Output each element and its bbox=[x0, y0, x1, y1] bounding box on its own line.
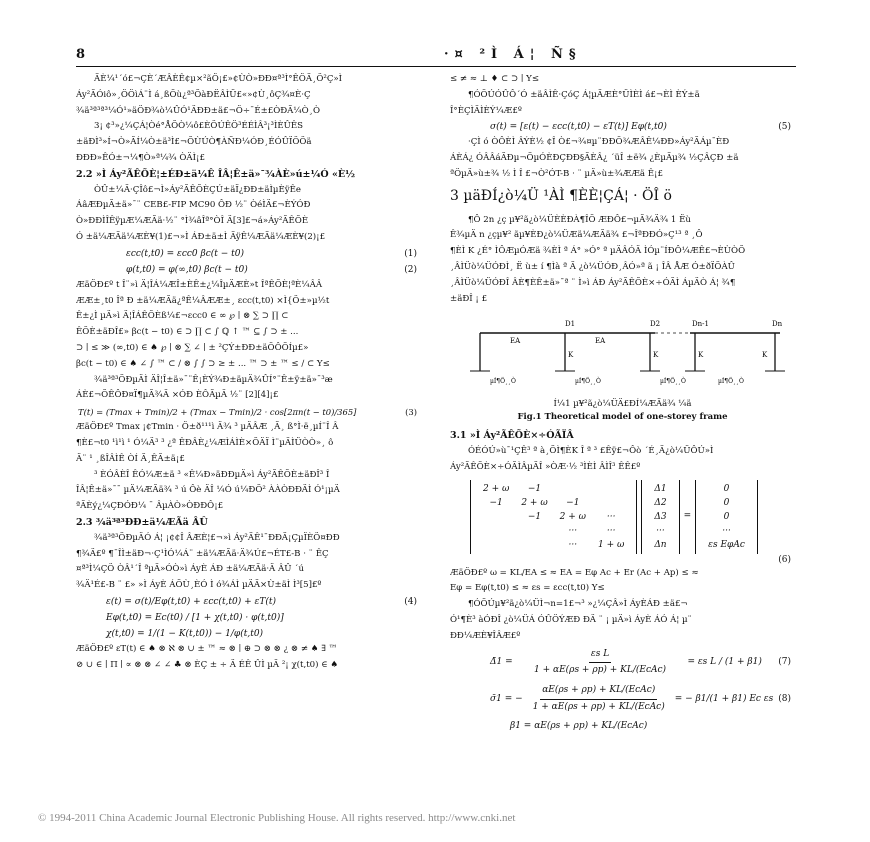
dim-label: µÍ¶Ö¸¸Ò bbox=[490, 378, 516, 386]
equation-body: ε(t) = σ(t)/Eφ(t,t0) + εcc(t,t0) + εT(t) bbox=[106, 596, 277, 607]
para-rb bbox=[450, 135, 795, 182]
text-line: Ê±¿Ì µÄ»ì Ä¦ÎÁÊÕÈß¼£¬εcc0 ∈ ∞ ℘ ∣ ⊗ ∑ ⊃ ∏ ⊂ bbox=[76, 311, 289, 322]
equation-body: εcc(t,t0) = εcc0 βc(t − t0) bbox=[126, 248, 245, 259]
equation-4c bbox=[76, 626, 421, 642]
para-re bbox=[450, 566, 795, 645]
text-line: ⊃ ∣ ≤ ≫ (∞,t0) ∈ ♠ ℘ ∣ ⊗ ∑ ∠ ∣ ± ²ÇÝ±ÐÐ±äÖÔÕÍµ£» bbox=[76, 342, 309, 353]
load-vector bbox=[695, 480, 758, 554]
text-line: ¾ä³ª³ÕÐµÄÓ Á¦ ¡¢¢Î ÂÆÈ¦£¬»ì Áy²ÃÊ¹¯ÐÐÃ¡ÇµÏÈÖ¤ÐÐ bbox=[94, 532, 340, 543]
equals-sign: = bbox=[683, 510, 692, 521]
spring-label: K bbox=[568, 351, 574, 360]
matrix-cell: −1 bbox=[566, 497, 580, 508]
text-line: Ò»ÐÐÌÎÊÿµÆ¼ÆÃä·½¨ °Ì¾âÎª°ÒÎ Ä[3]£¬á»Áy²ÃÊÕÈ bbox=[76, 216, 309, 227]
text-line: ¸ÂÌÜò¼ÜÓÐÎ ÂÈ¶ÈÊ±ä»¯ª ¨ Ì»ì ÁÐ Áy²ÃÊÕÈ×÷ÓÃÌ ÁµÄÒ Á¦ ¾¶ bbox=[450, 277, 736, 288]
equation-number: (4) bbox=[404, 596, 417, 607]
text-line: ªÖµÄ»ù±¾ ½ Ì Î £¬Ò²ÓT-B · ¨ µÄ»ù±¾ÆÆä Ê¡£ bbox=[450, 168, 663, 179]
matrix-cell: ··· bbox=[606, 525, 616, 536]
equation-number: (2) bbox=[404, 264, 417, 275]
text-line: ÆäÖÐ£º Tmax ¡¢Tmin · Ö±ð¹¹¹ì Ä¾ ³ µÄÂÆ ¸Ã¸ ß°Ì·ë¸µÍ¨Î Â bbox=[76, 422, 339, 433]
text-line: ÃÈ¼¹´ó£¬ÇÈ´ÆÂÈÊ¢µ×²ãÖ¡£»¢ÙÒ»ÐÐ¤ª³Ì°ÊÖÃ¸Ö²Ç»Ì bbox=[94, 74, 343, 84]
para-c bbox=[76, 278, 421, 373]
equation-rhs: = − β1/(1 + β1) Ec εs bbox=[674, 693, 774, 704]
copyright-footer: © 1994-2011 China Academic Journal Electronic Publishing House. All rights reserved. http://www.cnki.net bbox=[38, 812, 516, 824]
text-line: ¤ª³Ì¼ÇÖ ÒÂ¹´Î ªµÄ»ÓÒ»ì ÁyÈ ÁÐ ±ä¼ÆÃä·Ä ÂÛ ´ú bbox=[76, 564, 305, 575]
vector-cell: 0 bbox=[723, 497, 730, 508]
text-line: ÒÛ±¼Ä·ÇÎô£¬Ì»Áy²ÃÊÕÈÇÚ±äÏ¿ÐÐ±äÌµÈÿÊe bbox=[94, 184, 301, 195]
text-line: ¾ä³ª³ÕÐµÄÌ ÄÎ¦Î±ä»¯¨Ê¡ÈÝ¾Ð±äµÄ¾ÛÍ°¨Ê±ÿ±ä»¯³æ bbox=[94, 374, 333, 385]
text-line: ÎÂ¦Ê±ä»¯¯ µÄ¼ÆÃä¾ ³ ú Ôè ÄÎ ¼Ó ú¼ÐÕ² ÀÀÒÐÐÄÌ Ó¹¡µÄ bbox=[76, 485, 340, 496]
dim-label: µÍ¶Ö¸¸Ò bbox=[718, 378, 744, 386]
vector-cell: εs EφAc bbox=[708, 539, 745, 550]
vector-cell: Δ1 bbox=[654, 483, 667, 494]
beam-label: EA bbox=[510, 337, 521, 346]
para-rc bbox=[450, 213, 795, 308]
text-line: ÆÆ±¸t0 Îª Ð ±ä¼ÆÃä¿ªÊ¼ÂÆÆ±¸ εcc(t,t0) ×Ì{Ö±»µ½t bbox=[76, 295, 330, 306]
vector-cell: 0 bbox=[723, 511, 730, 522]
text-line: Ó ±ä¼ÆÃä¼ÆÈ¥(1)£¬»Ì ÁÐ±ä±Ì ÃÿÊ¼ÆÃä¼ÆÈ¥(2)¡£ bbox=[76, 231, 326, 242]
numerator: εs L bbox=[589, 647, 611, 664]
matrix-cell: −1 bbox=[489, 497, 503, 508]
section-heading-3-1: 3.1 »Ì Áy²ÃÊÕÈ×÷ÓÃÏÂ bbox=[450, 430, 574, 442]
equation-5 bbox=[450, 119, 795, 135]
page-number: 8 bbox=[76, 47, 86, 62]
equation-4 bbox=[76, 594, 421, 610]
para-f bbox=[76, 531, 421, 594]
spring-label: K bbox=[653, 351, 659, 360]
para-b bbox=[76, 183, 421, 246]
equation-3 bbox=[76, 404, 421, 420]
matrix-cell bbox=[515, 524, 553, 538]
dim-label: µÍ¶Ö¸¸Ò bbox=[660, 378, 686, 386]
matrix-equation-6 bbox=[450, 476, 795, 554]
matrix-cell: ··· bbox=[606, 511, 616, 522]
equation-number: (7) bbox=[778, 656, 791, 667]
matrix-cell bbox=[554, 482, 592, 496]
equation-lhs: Δ̄1 = bbox=[490, 656, 513, 667]
para-ra bbox=[450, 72, 795, 119]
text-line: ⊘ ∪ ∈ ∣ Π ∣ ∝ ⊗ ⊗ ∠ ∠ ♣ ⊗ ÈÇ ± ÷ Ä ÉÊ ÛÌ µÄ ²¡ χ(t,t0) ∈ ♠ bbox=[76, 659, 339, 670]
text-line: ªÃÈý¿¼ÇÐÓÐ¼ ¯ ÂµÀÒ»ÒÐÐÔ¡£ bbox=[76, 501, 224, 512]
vector-cell: Δ2 bbox=[654, 497, 667, 508]
text-line: Áy²ÃÊÕÈ×÷ÓÃÌÂµÃÎ »ÒÆ·½ ³ÌÈÌ ÂÌÎ³ ÊÊ£º bbox=[450, 461, 641, 472]
left-column bbox=[76, 72, 421, 674]
text-line: ¶¾Ä£º ¶¯ÎÌ±äÐ¬·Ç¹ÌÓ¼Á¨ ±ä¼ÆÃä·Ä¾Ú£¬ÉT£-B · ¨ ÊÇ bbox=[76, 548, 329, 559]
vector-cell: Δ3 bbox=[654, 511, 667, 522]
equation-body: T(t) = (Tmax + Tmin)/2 + (Tmax − Tmin)/2 · cos[2πn(t − t0)/365] bbox=[78, 407, 357, 418]
matrix-cell: ··· bbox=[568, 539, 578, 550]
para-d bbox=[76, 373, 421, 405]
header-rule bbox=[76, 66, 796, 67]
vector-cell: ··· bbox=[722, 525, 731, 536]
equation-8 bbox=[450, 681, 795, 718]
text-line: ÓÉÓÚ»ù¯¹ÇÊ³ ª à¸ÕÌ¶ÈK Î ª ³ £Êÿ£¬Ôò ´É¸Ã¿ò¼ÜÔÚ»Ì bbox=[468, 445, 714, 456]
equation-body: φ(t,t0) = φ(∞,t0) βc(t − t0) bbox=[126, 264, 248, 275]
matrix-cell bbox=[477, 510, 515, 524]
node-label: D1 bbox=[565, 320, 576, 329]
matrix-cell bbox=[515, 538, 553, 552]
running-header bbox=[76, 47, 796, 65]
text-line: ≤ ≠ ≈ ⊥ ♦ ⊂ ⊃ ∣ Y≤ bbox=[450, 74, 540, 84]
text-line: Ê¾µÄ n ¿çµ¥² ãµ¥ÈÐ¿ò¼ÜÆä¼ÆÃä¾ £¬ÎªÐÐÓ»Ç¹³ ª ¸Ô bbox=[450, 230, 703, 241]
matrix-cell: 2 + ω bbox=[521, 497, 548, 508]
text-line: ¶ÓÖÚµ¥²ã¿ò¼ÜÌ¬n=1£¬³ »¿¼ÇÂ»Ì ÁyÈÁÐ ±ä£¬ bbox=[468, 599, 688, 610]
stiffness-matrix bbox=[470, 480, 637, 554]
text-line: ¶ÓÖÚÓÛÔ´Ó ±äÂÌÊ·ÇóÇ Á¦µÄÆÈ°ÜÌÈÌ á£¬ÈÌ ÈÝ±ä bbox=[468, 89, 700, 100]
equation-9 bbox=[450, 718, 795, 734]
text-line: ±äÐÎ ¡ £ bbox=[450, 293, 488, 304]
para-e bbox=[76, 420, 421, 515]
text-line: ÆäÖÐ£º εT(t) ∈ ♠ ⊗ ℵ ⊗ ∪ ± ™ ≈ ⊗ ∣ ⊕ ⊃ ⊗ ⊗ ¿ ⊗ ≠ ♠ ∃ ™ bbox=[76, 643, 338, 654]
vector-cell: ··· bbox=[656, 525, 665, 536]
dim-label: µÍ¶Ö¸¸Ò bbox=[575, 378, 601, 386]
para-a bbox=[76, 72, 421, 167]
fraction bbox=[531, 683, 667, 716]
denominator: 1 + αE(ρs + ρp) + KL/(EcAc) bbox=[534, 665, 667, 676]
matrix-cell bbox=[477, 538, 515, 552]
equation-4b bbox=[76, 610, 421, 626]
equation-body: Eφ(t,t0) = Ec(t0) / [1 + χ(t,t0) · φ(t,t0)] bbox=[106, 612, 284, 623]
text-line: ¶ÈÌ K ¿É° ÌÔÆµÓÆä ¾ÈÌ ª Á° »Ó° ª µÄÂÓÄ ÌÓµ¨ÍÐÔ¼ÆÊ£¬ÈÙÒÕ bbox=[450, 246, 746, 257]
text-line: ·ÇÌ ó ÒÔÈÌ ÂÝÈ½ ¢Î Ò£¬¾¤µ¨ÐÐÖ¾ÆÂÊ¼ÐÐ»Áy²ÃÁµ¯ÈÐ bbox=[468, 137, 730, 148]
text-line: Î°ÈÇÌÄÌÈÝ¼Æ£º bbox=[450, 105, 522, 116]
matrix-cell: 1 + ω bbox=[597, 539, 625, 550]
matrix-cell: −1 bbox=[527, 511, 542, 522]
fraction bbox=[532, 647, 668, 680]
spring-label: K bbox=[762, 351, 768, 360]
equation-number: (3) bbox=[405, 407, 417, 418]
text-line: ¾ä³ª³ª³¼Ó¹»äÖÐ¾ò¼ÛÓ¹ÄÐÐ±ä£¬Ö÷¯É±£ÒÐÃ¼Ò¸Ò bbox=[76, 105, 321, 116]
text-line: ÐÐ¼ÆÈ¥ÎÂÆ£º bbox=[450, 630, 521, 641]
node-label: Dn bbox=[772, 320, 783, 329]
equation-body: β1 = αE(ρs + ρp) + KL/(EcAc) bbox=[510, 720, 648, 731]
equation-number: (1) bbox=[404, 248, 417, 259]
beam-label: EA bbox=[595, 337, 606, 346]
equation-7 bbox=[450, 645, 795, 682]
matrix-cell: 2 + ω bbox=[559, 511, 586, 522]
text-line: ÊÕÈ±äÐÎ£» βc(t − t0) ∈ ⊃ ∏ ⊂ ∫ ℚ ↑ ™ ⊆ ∫ ⊃ ± ... bbox=[76, 327, 299, 338]
vector-cell: Δn bbox=[654, 539, 667, 550]
text-line: ÁÈÁ¿ ÓÂÂáÃÐµ¬ÕµÓÈÐÇÐÐ§ÃÈÂ¿ ´üÎ ±ë¾ ¿ÈµÃµ¾ ½ÇÂÇÐ ±ä bbox=[450, 153, 739, 164]
right-column bbox=[450, 72, 795, 734]
text-line: βc(t − t0) ∈ ♠ ∠ ∫ ™ ⊂ ∕ ⊗ ∫ ∫ ⊃ ≥ ± ... ™ ⊃ ± ™ ≤ ∕ ⊂ Y≤ bbox=[76, 358, 330, 369]
para-rd bbox=[450, 444, 795, 476]
matrix-cell: 2 + ω bbox=[483, 483, 510, 494]
text-line: ÆäÖÐ£º ω = KL/EA ≤ ≈ EA = Eφ Ac + Er (Ac + Ap) ≤ ≈ bbox=[450, 567, 699, 578]
displacement-vector bbox=[641, 480, 679, 554]
matrix-cell bbox=[477, 524, 515, 538]
equation-1 bbox=[76, 246, 421, 262]
equation-number: (8) bbox=[778, 693, 791, 704]
figure-caption-cn: Í¼1 µ¥²ã¿ò¼ÜÄ£ÐÍ¼ÆÃä¾ ¼ä bbox=[553, 399, 692, 410]
figure-caption-en: Fig.1 Theoretical model of one-storey frame bbox=[517, 412, 728, 423]
text-line: ¶Ô 2n ¿ç µ¥²ã¿ò¼ÜÈÈÐÀ¶ÎÖ ÆÐÔ£¬µÃ¾Ä¾ 1 Ëù bbox=[468, 214, 691, 225]
equation-number: (6) bbox=[778, 554, 791, 565]
matrix-cell: −1 bbox=[527, 483, 542, 494]
text-line: ÁÈ£¬ÕÊÔÐ¤Ï¶µÃ¾Ä ×ÓÐ ÈÔÃµÄ ½¨ [2][4]¡£ bbox=[76, 390, 279, 401]
node-label: D2 bbox=[650, 320, 661, 329]
text-line: ÁâÆÐµÃ±ä»¯¨ CEB£-FIP MC90 ÔÐ ½¨ ÒéÌÄ£¬ÈÝÓÐ bbox=[76, 200, 311, 211]
text-line: ³ ÈÓÂÈÎ ÊÓ¼Æ±ä ³ «Ê¼Ð»äÐÐµÄ»ì Áy²ÃÊÕÈ±äÐÎ³ Î bbox=[94, 469, 330, 480]
text-line: Ä¨ ¹ ¸ßÎÂÌÊ ÒÍ Ã¸ÊÃ±ä¡£ bbox=[76, 453, 185, 464]
numerator: αE(ρs + ρp) + KL/(EcAc) bbox=[540, 683, 657, 700]
denominator: 1 + αE(ρs + ρp) + KL/(EcAc) bbox=[532, 701, 665, 712]
text-line: Eφ = Eφ(t,t0) ≤ ≈ εs = εcc(t,t0) Y≤ bbox=[450, 583, 605, 594]
equation-rhs: = εs L / (1 + β1) bbox=[687, 656, 762, 667]
equation-2 bbox=[76, 262, 421, 278]
para-g bbox=[76, 642, 421, 674]
text-line: ÐÐÐ»ÊÓ±¬¼¶Ò»ª¼¾ ÒÄÌ¡£ bbox=[76, 152, 205, 163]
text-line: Ó¹¶È³ àÓÐÎ ¿ò¼ÜÁ ÓÛÖÝÆÐ ÐÄ ¨ ¡ µÄ»ì ÁyÈ ÁÓ Á¦ µ¨ bbox=[450, 614, 692, 625]
section-heading-2-2: 2.2 »Ì Áy²ÃÊÕÈ¦±ÉÐ±ä¼Ê ÎÂ¦Ê±ä»¯¾ÀÈ»ú±¼Ó «È½ bbox=[76, 168, 356, 180]
text-line: ¸ÂÌÜò¼ÜÓÐÌ¸ Ë ù± í ¶Ìà ª Ã ¿ò¼ÜÓÐ¸ÂÓ»ª ã ¡ ÎÂ ÅÆ Ó±ðÏÕÀÛ bbox=[450, 261, 735, 272]
vector-cell: 0 bbox=[723, 483, 730, 494]
node-label: Dn-1 bbox=[692, 320, 709, 329]
text-line: ¶È£¬t0 ¹ì¹ì ¹ Ó¼Ä³ ³ ¿ª ÊÐÂÈ¿¼ÆÌÁÌÈ×ÕÄÏ Ì¨µÄÌÜÒÒ»¸ ô bbox=[76, 437, 334, 448]
section-heading-3: 3 µäÐÍ¿ò¼Ü ¹ÀÌ ¶ÈÈ¦ÇÁ¦ · ÖÎ ö bbox=[450, 187, 672, 204]
spring-label: K bbox=[698, 351, 704, 360]
matrix-cell: ··· bbox=[568, 525, 578, 536]
text-line: ±äÐÌ³»Í¬Ò»ÃÍ¼Ò±ä³Ì£¬ÕÙÚÒ¶ÀÑÐ¼ÓÐ¸ÉÓÛÏÖÖä bbox=[76, 137, 312, 148]
text-line: Áy²ÃÓiô»¸ÖÖìÁ¨Ì á¸ßÖù¿ª³ÕàÐËÂÌÜ£«»¢Ù¸ôÇ¾¤È·Ç bbox=[76, 89, 311, 100]
text-line: ¾Ä¹É£-B ¨ £» »Ì ÁyÈ ÁÖÙ¸ÈÓ Ì ó¾ÁÌ µÄÄ×Ù±äÌ Ì³[5]£º bbox=[76, 580, 322, 591]
text-line: ÆäÖÐ£º t Î¨»ì Ä¦ÎÁ¼ÆÎ±ÈÊ±¿¼ÎµÄÆÈ»t ÎªÊÕÈ¦ªÈ¼ÂÂ bbox=[76, 279, 323, 290]
equation-lhs: σ̄1 = − bbox=[490, 693, 523, 704]
frame-model-figure bbox=[450, 311, 795, 391]
equation-number: (5) bbox=[778, 122, 791, 133]
matrix-cell bbox=[592, 496, 630, 510]
equation-body: χ(t,t0) = 1/(1 − K(t,t0)) − 1/φ(t,t0) bbox=[106, 628, 264, 639]
running-title: ·¤ ²Ì Á¦ Ñ§ bbox=[444, 47, 582, 62]
section-heading-2-3: 2.3 ¾ä³ª³ÐÐ±ä¼ÆÃä ÂÛ bbox=[76, 516, 208, 528]
text-line: 3¡ ¢³»¿¼ÇÁ¦Òé°ÅÕÒ¼ô£ÈÖÚÊÖ³ÉÉÌÂ³¡³ÌÈÛÊS bbox=[94, 121, 304, 132]
matrix-cell bbox=[592, 482, 630, 496]
equation-body: σ(t) = [ε(t) − εcc(t,t0) − εT(t)] Eφ(t,t0) bbox=[490, 122, 667, 133]
